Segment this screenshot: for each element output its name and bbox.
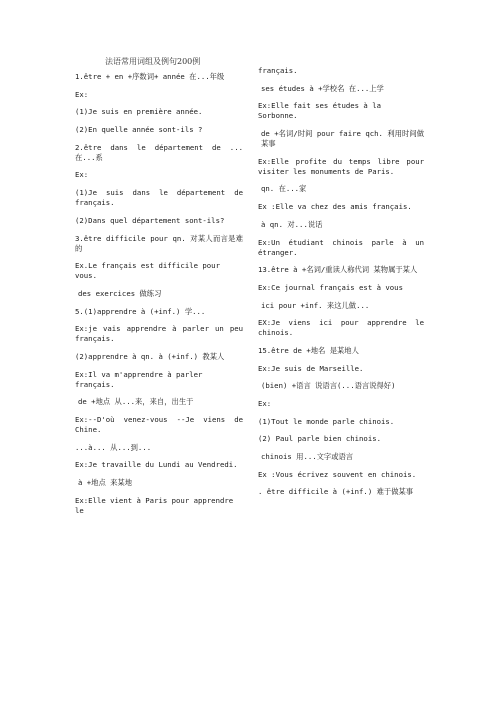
- text-line: Ex:Il va m'apprendre à parler français.: [75, 369, 203, 389]
- text-line: Ex:Un étudiant chinois parle à un étranger.: [258, 237, 424, 257]
- text-line: (2)apprendre à qn. à (+inf.) 教某人: [75, 351, 225, 361]
- text-line: 1.être + en +序数词+ année 在...年级: [75, 72, 225, 81]
- text-line: Ex.Le français est difficile pour vous.: [75, 261, 220, 281]
- text-line: à qn. 对...说话: [261, 219, 323, 229]
- left-column: [75, 57, 243, 702]
- text-line: Ex:je vais apprendre à parler un peu français.: [75, 324, 243, 344]
- text-line: (2)En quelle année sont-ils ?: [75, 125, 203, 135]
- text-line: Ex:Je travaille du Lundi au Vendredi.: [75, 460, 238, 470]
- text-line: qn. 在...家: [261, 184, 307, 194]
- text-line: de +名词/时间 pour faire qch. 利用时间做某事: [261, 129, 424, 149]
- text-line: (2) Paul parle bien chinois.: [258, 434, 382, 444]
- text-line: français.: [258, 66, 298, 75]
- text-line: 15.être de +地名 是某地人: [258, 345, 359, 355]
- text-line: (2)Dans quel département sont-ils?: [75, 215, 225, 225]
- text-line: ici pour +inf. 来这儿做...: [261, 300, 370, 310]
- text-line: (bien) +语言 说语言(...语言说得好): [261, 381, 396, 391]
- text-line: à +地点 来某地: [78, 478, 133, 488]
- text-line: 13.être à +名词/重读人称代词 某物属于某人: [258, 265, 418, 275]
- text-line: ...à... 从...到...: [75, 442, 152, 452]
- text-line: Ex:: [75, 89, 89, 99]
- text-line: 2.être dans le département de ... 在...系: [75, 142, 243, 162]
- text-line: Ex :Elle va chez des amis français.: [258, 202, 412, 212]
- text-line: Ex :Vous écrivez souvent en chinois.: [258, 469, 417, 479]
- text-line: Ex:Je suis de Marseille.: [258, 363, 364, 373]
- text-line: (1)Je suis dans le département de français.: [75, 188, 243, 208]
- text-line: de +地点 从...来，来自，出生于: [78, 397, 194, 407]
- text-line: chinois 用...文字或语言: [261, 452, 354, 462]
- right-column: [258, 66, 424, 702]
- text-line: 3.être difficile pour qn. 对某人而言是难的: [75, 233, 243, 253]
- text-line: Ex:: [258, 399, 272, 408]
- text-line: Ex:Ce journal français est à vous: [258, 282, 403, 292]
- text-line: 5.(1)apprendre à (+inf.) 学...: [75, 306, 206, 316]
- text-line: Ex:Elle vient à Paris pour apprendre le: [75, 495, 234, 515]
- text-line: . être difficile à (+inf.) 难于做某事: [258, 487, 414, 497]
- text-line: Ex:: [75, 170, 89, 180]
- text-line: Ex:Elle fait ses études à la Sorbonne.: [258, 101, 382, 121]
- text-line: EX:Je viens ici pour apprendre le chinois.: [258, 318, 424, 338]
- text-line: Ex:Elle profite du temps libre pour visiter les monuments de Paris.: [258, 156, 424, 176]
- text-line: (1)Tout le monde parle chinois.: [258, 416, 395, 426]
- text-line: des exercices 做练习: [78, 288, 162, 298]
- text-line: ses études à +学校名 在...上学: [261, 83, 384, 93]
- text-line: Ex:--D'où venez-vous --Je viens de Chine.: [75, 415, 243, 434]
- page-title: 法语常用词组及例句200例: [105, 57, 201, 66]
- text-line: (1)Je suis en première année.: [75, 107, 203, 117]
